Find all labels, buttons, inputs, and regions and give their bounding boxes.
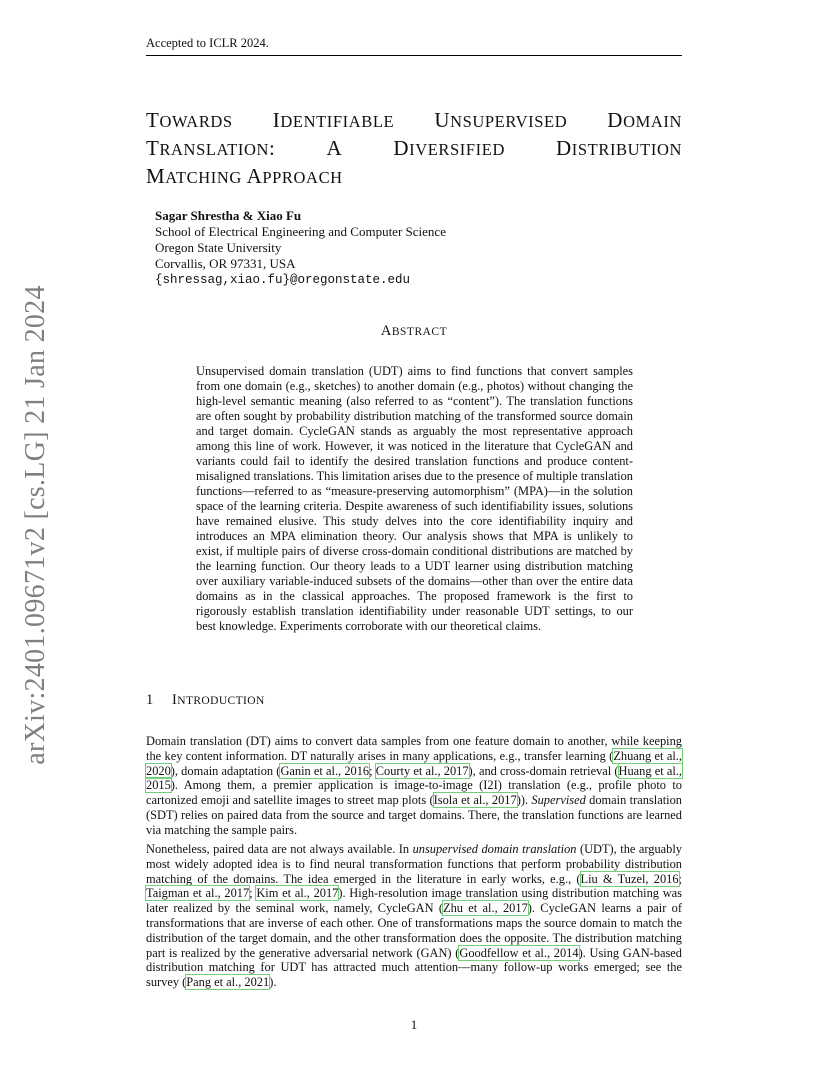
text: ). Among them, a premier application is image-to-image (I2I) translation (e.g., profile photo to cartonized emoji and satellite images to street map plots (	[146, 778, 682, 808]
text: Nonetheless, paired data are not always available. In	[146, 842, 413, 856]
text: ;	[249, 886, 257, 901]
author-names: Sagar Shrestha & Xiao Fu	[155, 208, 302, 223]
title-line-2	[146, 135, 682, 163]
section-number: 1	[146, 692, 154, 708]
citation-link[interactable]: Goodfellow et al., 2014	[459, 945, 579, 960]
title-word: IDENTIFIABLE	[272, 108, 395, 132]
citation-link[interactable]: Ganin et al., 2016	[280, 763, 370, 778]
text: domain translation (SDT) relies on paired data from the source and target domains. There, the translation functions are learned via matching the sample pairs.	[146, 793, 682, 837]
text: ).	[269, 975, 277, 990]
author-block	[155, 208, 446, 288]
section-heading	[146, 692, 265, 709]
emphasis: unsupervised domain translation	[412, 842, 577, 856]
title-word: TOWARDS	[146, 108, 233, 132]
citation-link[interactable]: Pang et al., 2021	[186, 975, 270, 990]
text: ), domain adaptation (	[170, 763, 281, 778]
page-number: 1	[410, 1017, 418, 1032]
section-title: INTRODUCTION	[172, 692, 265, 708]
citation-link[interactable]: Zhuang et al., 2020	[146, 748, 683, 778]
citation-link[interactable]: Isola et al., 2017	[433, 793, 517, 808]
running-header: Accepted to ICLR 2024.	[146, 36, 682, 56]
text: ;	[369, 763, 376, 778]
text: ). Using GAN-based distribution matching for UDT has attracted much attention—many follow-up works emerged; see the survey (	[146, 945, 682, 990]
citation-link[interactable]: Taigman et al., 2017	[146, 886, 250, 901]
title-word: TRANSLATION:	[146, 136, 276, 160]
author-email[interactable]: {shressag,xiao.fu}@oregonstate.edu	[155, 273, 411, 287]
university: Oregon State University	[155, 240, 282, 255]
citation-link[interactable]: Huang et al., 2015	[146, 763, 682, 793]
text: ;	[678, 871, 682, 886]
intro-paragraph-2	[146, 842, 682, 990]
title-word: DISTRIBUTION	[556, 136, 682, 160]
title-word: DOMAIN	[607, 108, 682, 132]
text: Domain translation (DT) aims to convert data samples from one feature domain to another, while keeping the key content information. DT naturally arises in many applications, e.g., transfer learning (	[146, 734, 682, 763]
paper-title	[146, 107, 682, 191]
title-word: DIVERSIFIED	[393, 136, 505, 160]
title-line-3	[146, 163, 682, 191]
citation-link[interactable]: Kim et al., 2017	[256, 886, 339, 901]
abstract-heading-text: ABSTRACT	[380, 323, 448, 339]
arxiv-id: arXiv:2401.09671v2 [cs.LG] 21 Jan 2024	[20, 285, 51, 765]
text: ). CycleGAN learns a pair of transformations that are inverse of each other. One of transformations maps the source domain to match the distribution of the target domain, and the other transformation does the opposite. The distribution matching part is realized by the generative adversarial network (GAN) (	[146, 901, 682, 960]
citation-link[interactable]: Liu & Tuzel, 2016	[580, 871, 679, 886]
title-line-1	[146, 107, 682, 135]
intro-paragraph-1	[146, 734, 682, 838]
text: ). High-resolution image translation using distribution matching was later realized by the seminal work, namely, CycleGAN (	[146, 886, 682, 916]
arxiv-stamp	[20, 285, 52, 765]
title-word: UNSUPERVISED	[434, 108, 568, 132]
text: (UDT), the arguably most widely adopted idea is to find neural transformation functions that perform probability distribution matching of the domains. The idea emerged in the literature in early works, e.g., (	[146, 842, 682, 886]
abstract-body: Unsupervised domain translation (UDT) aims to find functions that convert samples from one domain (e.g., sketches) to another domain (e.g., photos) without changing the high-level semantic meaning (also referred to as “content”). The translation functions are often sought by probability distribution matching of the transformed source domain and target domain. CycleGAN stands as arguably the most representative approach among this line of work. However, it was noticed in the literature that CycleGAN and variants could fail to identify the desired translation functions and produce content-misaligned translations. This limitation arises due to the presence of multiple translation functions—referred to as “measure-preserving automorphism” (MPA)—in the solution space of the learning criteria. Despite awareness of such identifiability issues, solutions have remained elusive. This study delves into the core identifiability inquiry and introduces an MPA elimination theory. Our analysis shows that MPA is unlikely to exist, if multiple pairs of diverse cross-domain conditional distributions are matched by the learning function. Our theory leads to a UDT learner using distribution matching over auxiliary variable-induced subsets of the domains—other than over the entire data domains as in the classical approaches. The proposed framework is the first to rigorously establish translation identifiability under reasonable UDT settings, to our best knowledge. Experiments corroborate with our theoretical claims.	[196, 364, 633, 633]
citation-link[interactable]: Zhu et al., 2017	[443, 901, 528, 916]
abstract-heading	[0, 323, 828, 340]
title-word: A	[326, 136, 343, 160]
emphasis: Supervised	[531, 793, 586, 808]
address: Corvallis, OR 97331, USA	[155, 256, 296, 271]
citation-link[interactable]: Courty et al., 2017	[375, 763, 469, 778]
title-words: MATCHING APPROACH	[146, 164, 343, 188]
affiliation: School of Electrical Engineering and Computer Science	[155, 224, 446, 239]
text: )).	[516, 793, 532, 808]
text: ), and cross-domain retrieval (	[468, 763, 619, 778]
